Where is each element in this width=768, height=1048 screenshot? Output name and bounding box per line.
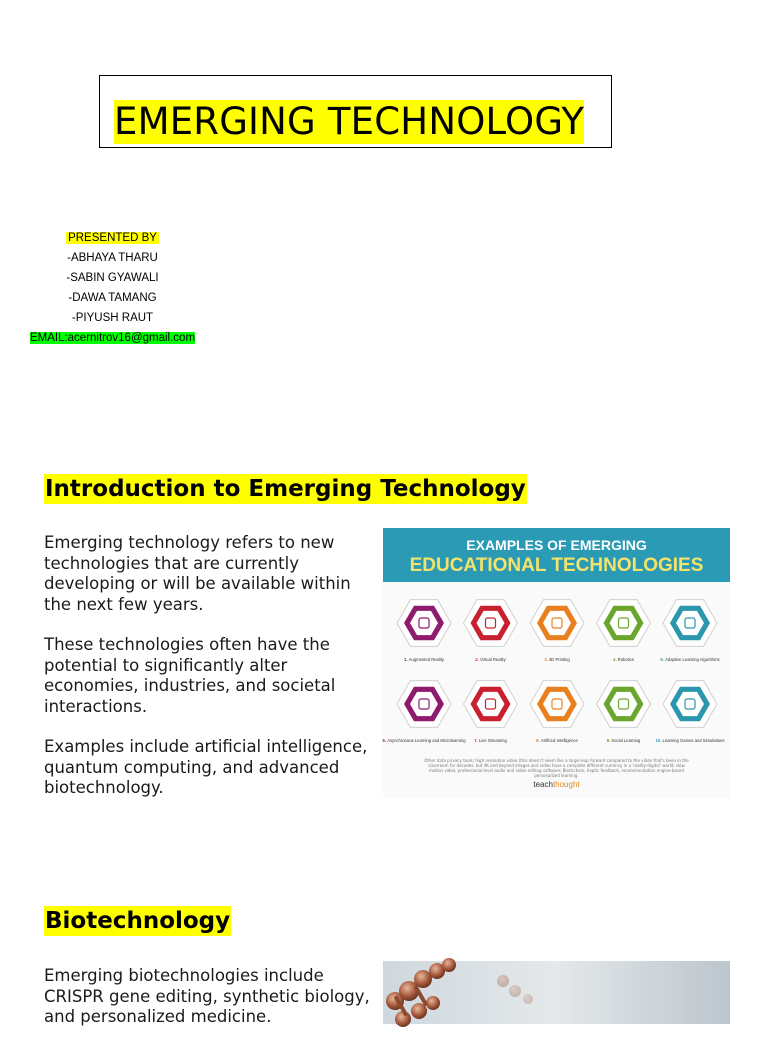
presenters-block	[20, 228, 205, 348]
tech-label: 7. Live Streaming	[474, 738, 507, 743]
infographic-title-line2: EDUCATIONAL TECHNOLOGIES	[409, 555, 704, 576]
presenter-name: -DAWA TAMANG	[68, 292, 157, 304]
tech-item-6	[382, 681, 466, 743]
dna-photo	[383, 961, 730, 1024]
tech-label: 9. Social Learning	[606, 738, 641, 743]
tech-item-10	[656, 681, 725, 743]
contact-email: EMAIL:acernitrov16@gmail.com	[29, 332, 196, 344]
tech-label: 10. Learning Games and Simulations	[655, 738, 725, 743]
presenter-name: -PIYUSH RAUT	[71, 312, 154, 324]
tech-label: 5. Adaptive Learning Algorithms	[660, 657, 720, 662]
presenter-name: -ABHAYA THARU	[67, 252, 158, 264]
brand-part: teach	[533, 780, 553, 789]
tech-label: 8. Artificial Intelligence	[536, 738, 578, 743]
edtech-infographic	[383, 528, 730, 798]
intro-paragraph: Examples include artificial intelligence, quantum computing, and advanced biotechnology.	[44, 737, 368, 797]
presenter-name: -SABIN GYAWALI	[66, 272, 159, 284]
tech-label: 3. 3D Printing	[544, 657, 570, 662]
tech-label: 6. Asynchronous Learning and Microlearning	[382, 738, 466, 743]
intro-paragraph: These technologies often have the potential to significantly alter economies, industries, and societal interactions.	[44, 635, 336, 716]
teachthought-logo	[383, 780, 730, 789]
tech-item-1	[397, 600, 451, 662]
tech-item-7	[464, 681, 518, 743]
biotech-heading: Biotechnology	[45, 908, 231, 934]
tech-item-3	[530, 600, 584, 662]
tech-item-5	[660, 600, 719, 662]
presented-by-label: PRESENTED BY	[68, 232, 157, 244]
technology-hexagon-grid	[383, 528, 730, 758]
tech-label: 1. Augmented Reality	[403, 657, 445, 662]
brand-part: thought	[552, 780, 580, 789]
tech-item-2	[464, 600, 518, 662]
tech-label: 2. Virtual Reality	[475, 657, 506, 662]
tech-label: 4. Robotics	[613, 657, 634, 662]
biotech-paragraph: Emerging biotechnologies include CRISPR gene editing, synthetic biology, and personalized medicine.	[44, 966, 370, 1026]
intro-paragraph: Emerging technology refers to new technologies that are currently developing or will be available within the next few years.	[44, 533, 351, 614]
dna-helix-image	[383, 961, 730, 1024]
intro-body	[44, 533, 374, 819]
biotech-body	[44, 966, 374, 1048]
tech-item-4	[597, 600, 651, 662]
page-title: EMERGING TECHNOLOGY	[114, 100, 585, 143]
infographic-title-line1: EXAMPLES OF EMERGING	[466, 537, 647, 553]
tech-item-9	[597, 681, 651, 743]
intro-heading: Introduction to Emerging Technology	[45, 476, 526, 502]
infographic-footnote: Other data privacy tools; high resolution video (this doesn't seem like a large leap forward compared to the video that's been in the classroom for decades, but 4K and beyond images and video have a complete different currency in a 'reality-digital' world; slow motion video; professional-level audio and video editing software; Blockchain, haptic feedback, recommendation engine-based personalized learning.	[424, 758, 689, 778]
tech-item-8	[530, 681, 584, 743]
